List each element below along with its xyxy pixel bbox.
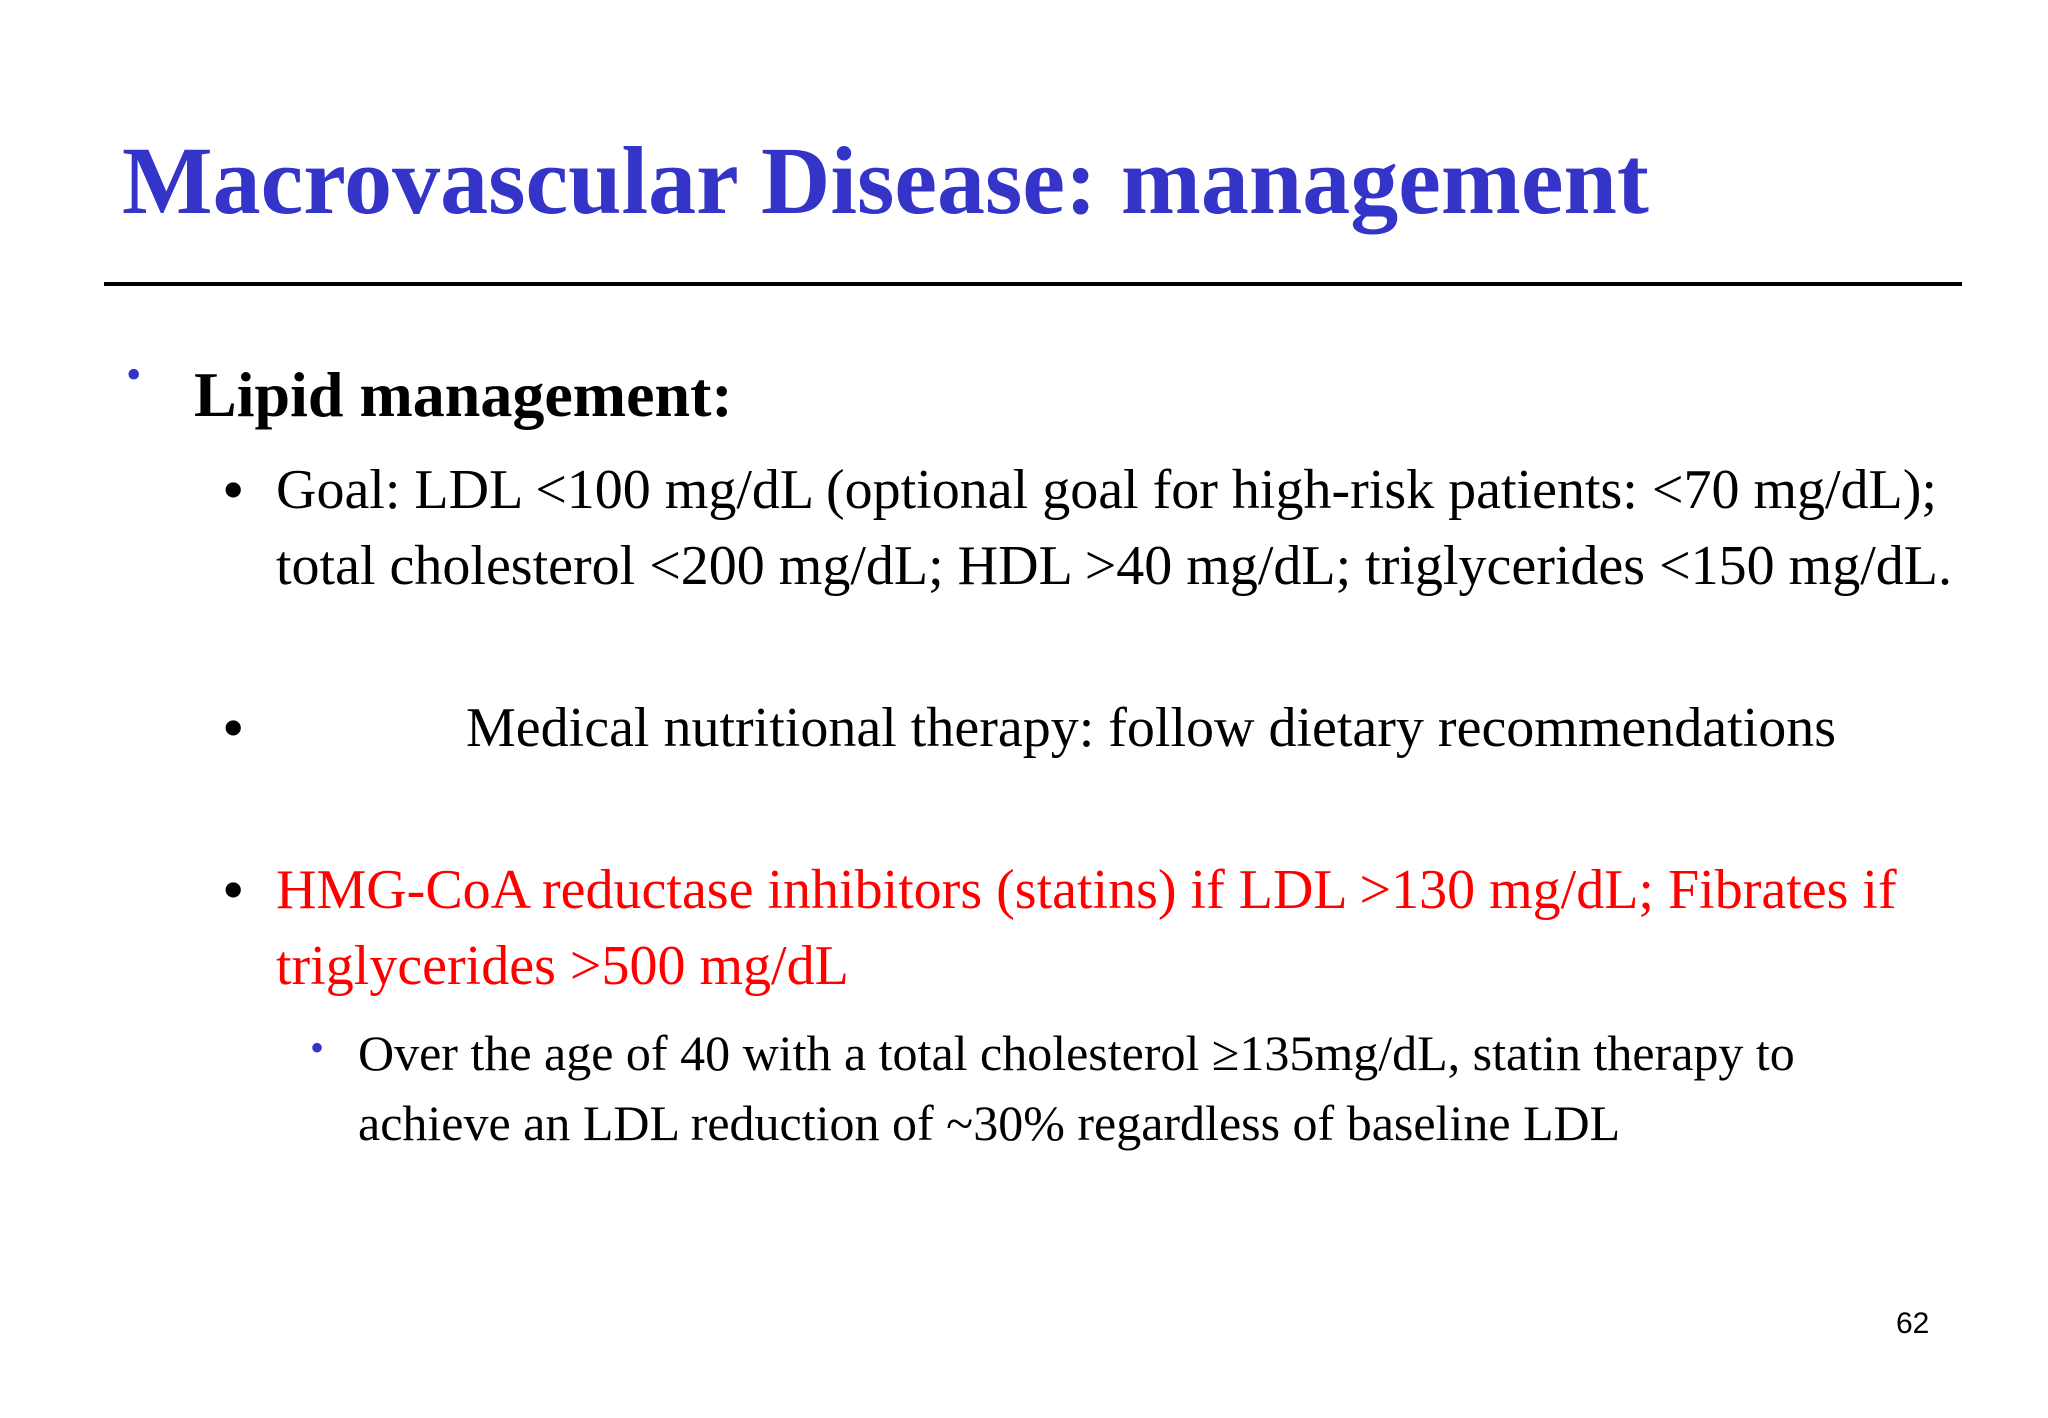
bullet-icon: • <box>222 854 245 925</box>
bullet-icon: • <box>310 1025 325 1070</box>
list-item-nutrition <box>276 690 1976 766</box>
bullet-icon: • <box>126 350 142 399</box>
slide-title: Macrovascular Disease: management <box>122 127 1649 234</box>
page-number: 62 <box>1896 1307 1930 1340</box>
bullet-icon: • <box>222 454 245 525</box>
section-heading: Lipid management: <box>194 359 733 430</box>
list-item-statins: HMG-CoA reductase inhibitors (statins) if LDL >130 mg/dL; Fibrates if triglycerides >500 mg/dL <box>276 859 1897 997</box>
bullet-icon: • <box>222 692 245 763</box>
title-divider <box>104 282 1962 286</box>
list-item-goal: Goal: LDL <100 mg/dL (optional goal for high-risk patients: <70 mg/dL); total cholesterol <200 mg/dL; HDL >40 mg/dL; triglycerides <150 mg/dL. <box>276 459 1952 597</box>
list-item-nutrition-text: Medical nutritional therapy: follow dietary recommendations <box>466 697 1837 759</box>
sub-item-statin-therapy: Over the age of 40 with a total cholesterol ≥135mg/dL, statin therapy to achieve an LDL reduction of ~30% regardless of baseline LDL <box>358 1025 1795 1151</box>
